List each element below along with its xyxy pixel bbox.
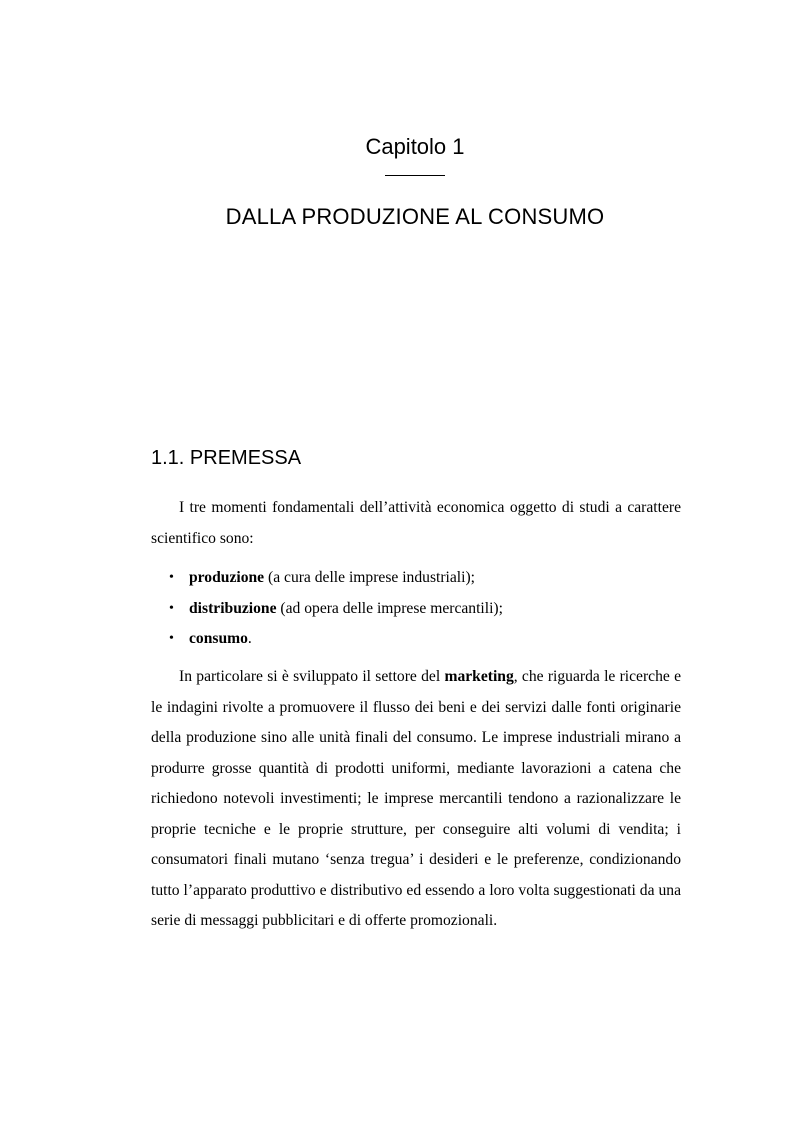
list-item-text: (a cura delle imprese industriali); — [264, 569, 475, 586]
marketing-paragraph-text — [151, 662, 681, 937]
chapter-title: DALLA PRODUZIONE AL CONSUMO — [225, 204, 605, 229]
paragraph-text-before: In particolare si è sviluppato il settore del — [179, 668, 445, 685]
marketing-term: marketing — [444, 668, 514, 685]
intro-paragraph — [151, 493, 681, 554]
bullet-icon: • — [169, 600, 174, 616]
marketing-paragraph — [151, 662, 681, 937]
intro-paragraph-text: I tre momenti fondamentali dell’attività economica oggetto di studi a carattere scientifico sono: — [151, 499, 681, 547]
list-item — [151, 563, 681, 594]
list-item-term: produzione — [189, 569, 265, 586]
paragraph-text-after: , che riguarda le ricerche e le indagini rivolte a promuovere il flusso dei beni e dei servizi dalle fonti originarie della produzione sino alle unità finali del consumo. Le imprese industriali mirano a produrre grosse quantità di prodotti uniformi, mediante lavorazioni a catena che richiedono notevoli investimenti; le imprese mercantili tendono a razionalizzare le proprie tecniche e le proprie strutture, per conseguire alti volumi di vendita; i consumatori finali mutano ‘senza tregua’ i desideri e le preferenze, condizionando tutto l’apparato produttivo e distributivo ed essendo a loro volta suggestionati da una serie di messaggi pubblicitari e di offerte promozionali. — [151, 668, 681, 929]
bullet-list — [151, 563, 681, 655]
list-item-term: distribuzione — [189, 599, 277, 617]
list-item-text: (ad opera delle imprese mercantili); — [276, 599, 503, 617]
bullet-icon: • — [169, 570, 174, 585]
list-item-text: . — [247, 630, 252, 647]
list-item — [151, 594, 681, 625]
list-item — [151, 624, 681, 655]
section-heading: 1.1. PREMESSA — [151, 447, 302, 469]
list-item-term: consumo — [189, 630, 248, 647]
chapter-divider — [385, 175, 445, 176]
bullet-icon: • — [169, 631, 174, 646]
chapter-label: Capitolo 1 — [365, 134, 465, 159]
